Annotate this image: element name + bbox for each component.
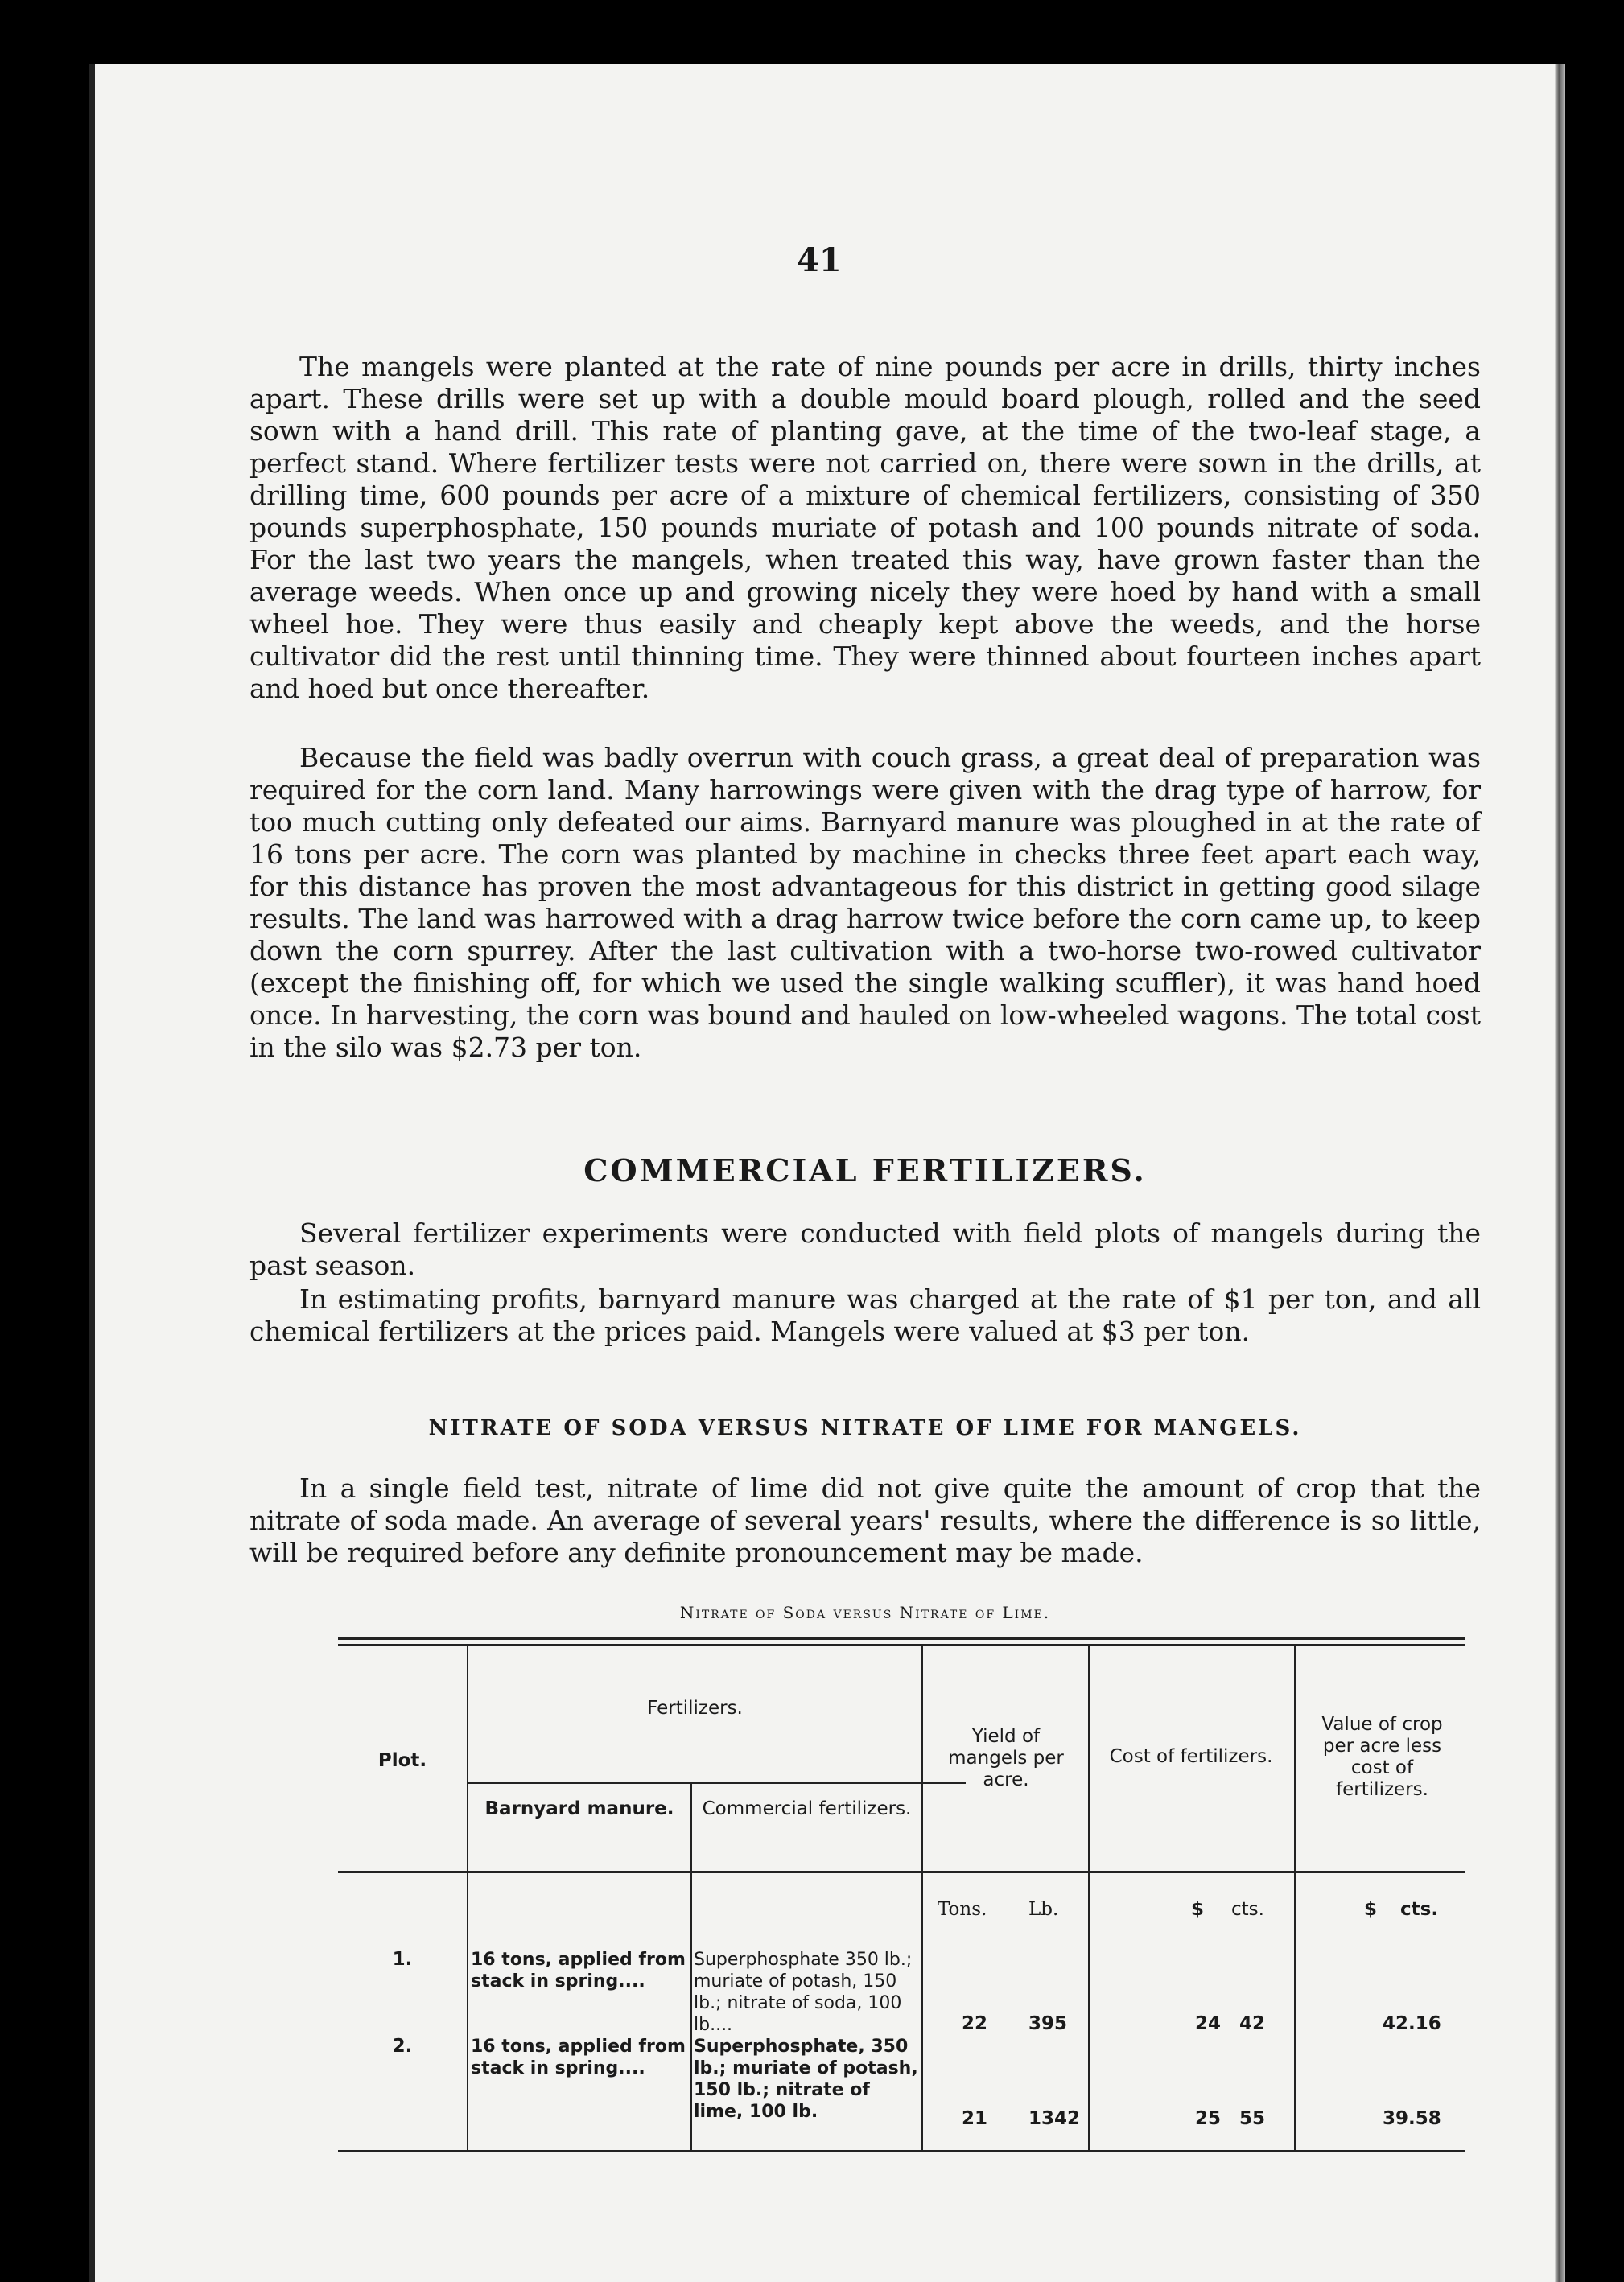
header-bottom-rule bbox=[338, 1871, 1465, 1873]
paragraph-mangels-planting: The mangels were planted at the rate of nine pounds per acre in drills, thirty inches apart. These drills were set up with a double mould board plough, rolled and the seed sown with a hand drill. This rate of planting gave, at the time of the two-leaf stage, a perfect stand. Where fertilizer tests were not carried on, there were sown in the drills, at drilling time, 600 pounds per acre of a mixture of chemical fertilizers, consisting of 350 pounds superphosphate, 150 pounds muriate of potash and 100 pounds nitrate of soda. For the last two years the mangels, when treated this way, have grown faster than the average weeds. When once up and growing nicely they were hoed by hand with a small wheel hoe. They were thus easily and cheaply kept above the weeds, and the horse cultivator did the rest until thinning time. They were thinned about fourteen inches apart and hoed but once thereafter. bbox=[249, 351, 1481, 704]
row2-cost-dollars: 25 bbox=[1195, 2108, 1222, 2129]
header-value: Value of crop per acre less cost of fertilizers. bbox=[1321, 1714, 1443, 1800]
paragraph-corn-land: Because the field was badly overrun with couch grass, a great deal of preparation was required for the corn land. Many harrowings were given with the drag type of harrow, for too much cutting only defeated our aims. Barnyard manure was ploughed in at the rate of 16 tons per acre. The corn was planted by machine in checks three feet apart each way, for this distance has proven the most advantageous for this district in getting good silage results. The land was harrowed with a drag harrow twice before the corn came up, to keep down the corn spurrey. After the last cultivation with a two-horse two-rowed cultivator (except the finishing off, for which we used the single walking scuffler), it was hand hoed once. In harvesting, the corn was bound and hauled on low-wheeled wagons. The total cost in the silo was $2.73 per ton. bbox=[249, 742, 1481, 1063]
header-yield: Yield of mangels per acre. bbox=[948, 1726, 1064, 1790]
paragraph-profits: In estimating profits, barnyard manure was charged at the rate of $1 per ton, and all chemical fertilizers at the prices paid. Mangels were valued at $3 per ton. bbox=[249, 1283, 1481, 1347]
row2-tons: 21 bbox=[962, 2108, 988, 2129]
row2-barnyard: 16 tons, applied from stack in spring.... bbox=[471, 2037, 686, 2078]
row1-commercial: Superphosphate 350 lb.; muriate of potash, 150 lb.; nitrate of soda, 100 lb.... bbox=[694, 1950, 913, 2035]
unit-lb: Lb. bbox=[1028, 1899, 1059, 1920]
row1-lb: 395 bbox=[1028, 2013, 1068, 2034]
unit-value-cts: cts. bbox=[1400, 1899, 1439, 1920]
header-barnyard: Barnyard manure. bbox=[484, 1798, 674, 1819]
row1-plot: 1. bbox=[392, 1949, 413, 1970]
col-rule-4 bbox=[1088, 1646, 1090, 2150]
unit-cost-dollar: $ bbox=[1191, 1899, 1205, 1920]
page-left-edge bbox=[89, 64, 95, 2282]
row1-value: 42.16 bbox=[1383, 2013, 1441, 2034]
fertilizer-table bbox=[338, 1637, 1465, 2152]
document-page bbox=[89, 64, 1565, 2282]
row1-cost-dollars: 24 bbox=[1195, 2013, 1222, 2034]
table-top-rule bbox=[338, 1637, 1465, 1640]
row2-lb: 1342 bbox=[1028, 2108, 1081, 2129]
unit-tons: Tons. bbox=[938, 1899, 987, 1920]
row2-value: 39.58 bbox=[1383, 2108, 1441, 2129]
row2-cost-cts: 55 bbox=[1239, 2108, 1266, 2129]
header-commercial: Commercial fertilizers. bbox=[702, 1798, 912, 1819]
unit-cost-cts: cts. bbox=[1231, 1899, 1264, 1920]
section-heading: COMMERCIAL FERTILIZERS. bbox=[583, 1152, 1147, 1188]
header-fertilizers: Fertilizers. bbox=[647, 1698, 743, 1719]
table-caption: Nitrate of Soda versus Nitrate of Lime. bbox=[679, 1603, 1051, 1622]
row1-tons: 22 bbox=[962, 2013, 988, 2034]
header-cost: Cost of fertilizers. bbox=[1109, 1746, 1273, 1767]
col-rule-2 bbox=[690, 1784, 692, 2150]
row2-plot: 2. bbox=[392, 2036, 413, 2057]
row1-barnyard: 16 tons, applied from stack in spring.... bbox=[471, 1950, 686, 1992]
table-bottom-rule bbox=[338, 2150, 1465, 2152]
table-top-rule-double bbox=[338, 1644, 1465, 1646]
paragraph-single-test: In a single field test, nitrate of lime did not give quite the amount of crop that the nitrate of soda made. An average of several years' results, where the difference is so little, will be required before any definite pronouncement may be made. bbox=[249, 1473, 1481, 1568]
row1-cost-cts: 42 bbox=[1239, 2013, 1266, 2034]
row2-commercial: Superphosphate, 350 lb.; muriate of potash, 150 lb.; nitrate of lime, 100 lb. bbox=[694, 2037, 918, 2122]
col-rule-3 bbox=[921, 1646, 923, 2150]
page-number: 41 bbox=[797, 241, 842, 279]
page-right-edge bbox=[1555, 64, 1565, 2282]
fertilizers-subheader-rule bbox=[467, 1782, 966, 1784]
unit-value-dollar: $ bbox=[1364, 1899, 1378, 1920]
paragraph-experiments: Several fertilizer experiments were conducted with field plots of mangels during the past season. bbox=[249, 1217, 1481, 1281]
header-plot: Plot. bbox=[377, 1750, 427, 1771]
col-rule-5 bbox=[1294, 1646, 1296, 2150]
subsection-heading: NITRATE OF SODA VERSUS NITRATE OF LIME FOR MANGELS. bbox=[428, 1416, 1302, 1440]
col-rule-1 bbox=[467, 1646, 468, 2150]
